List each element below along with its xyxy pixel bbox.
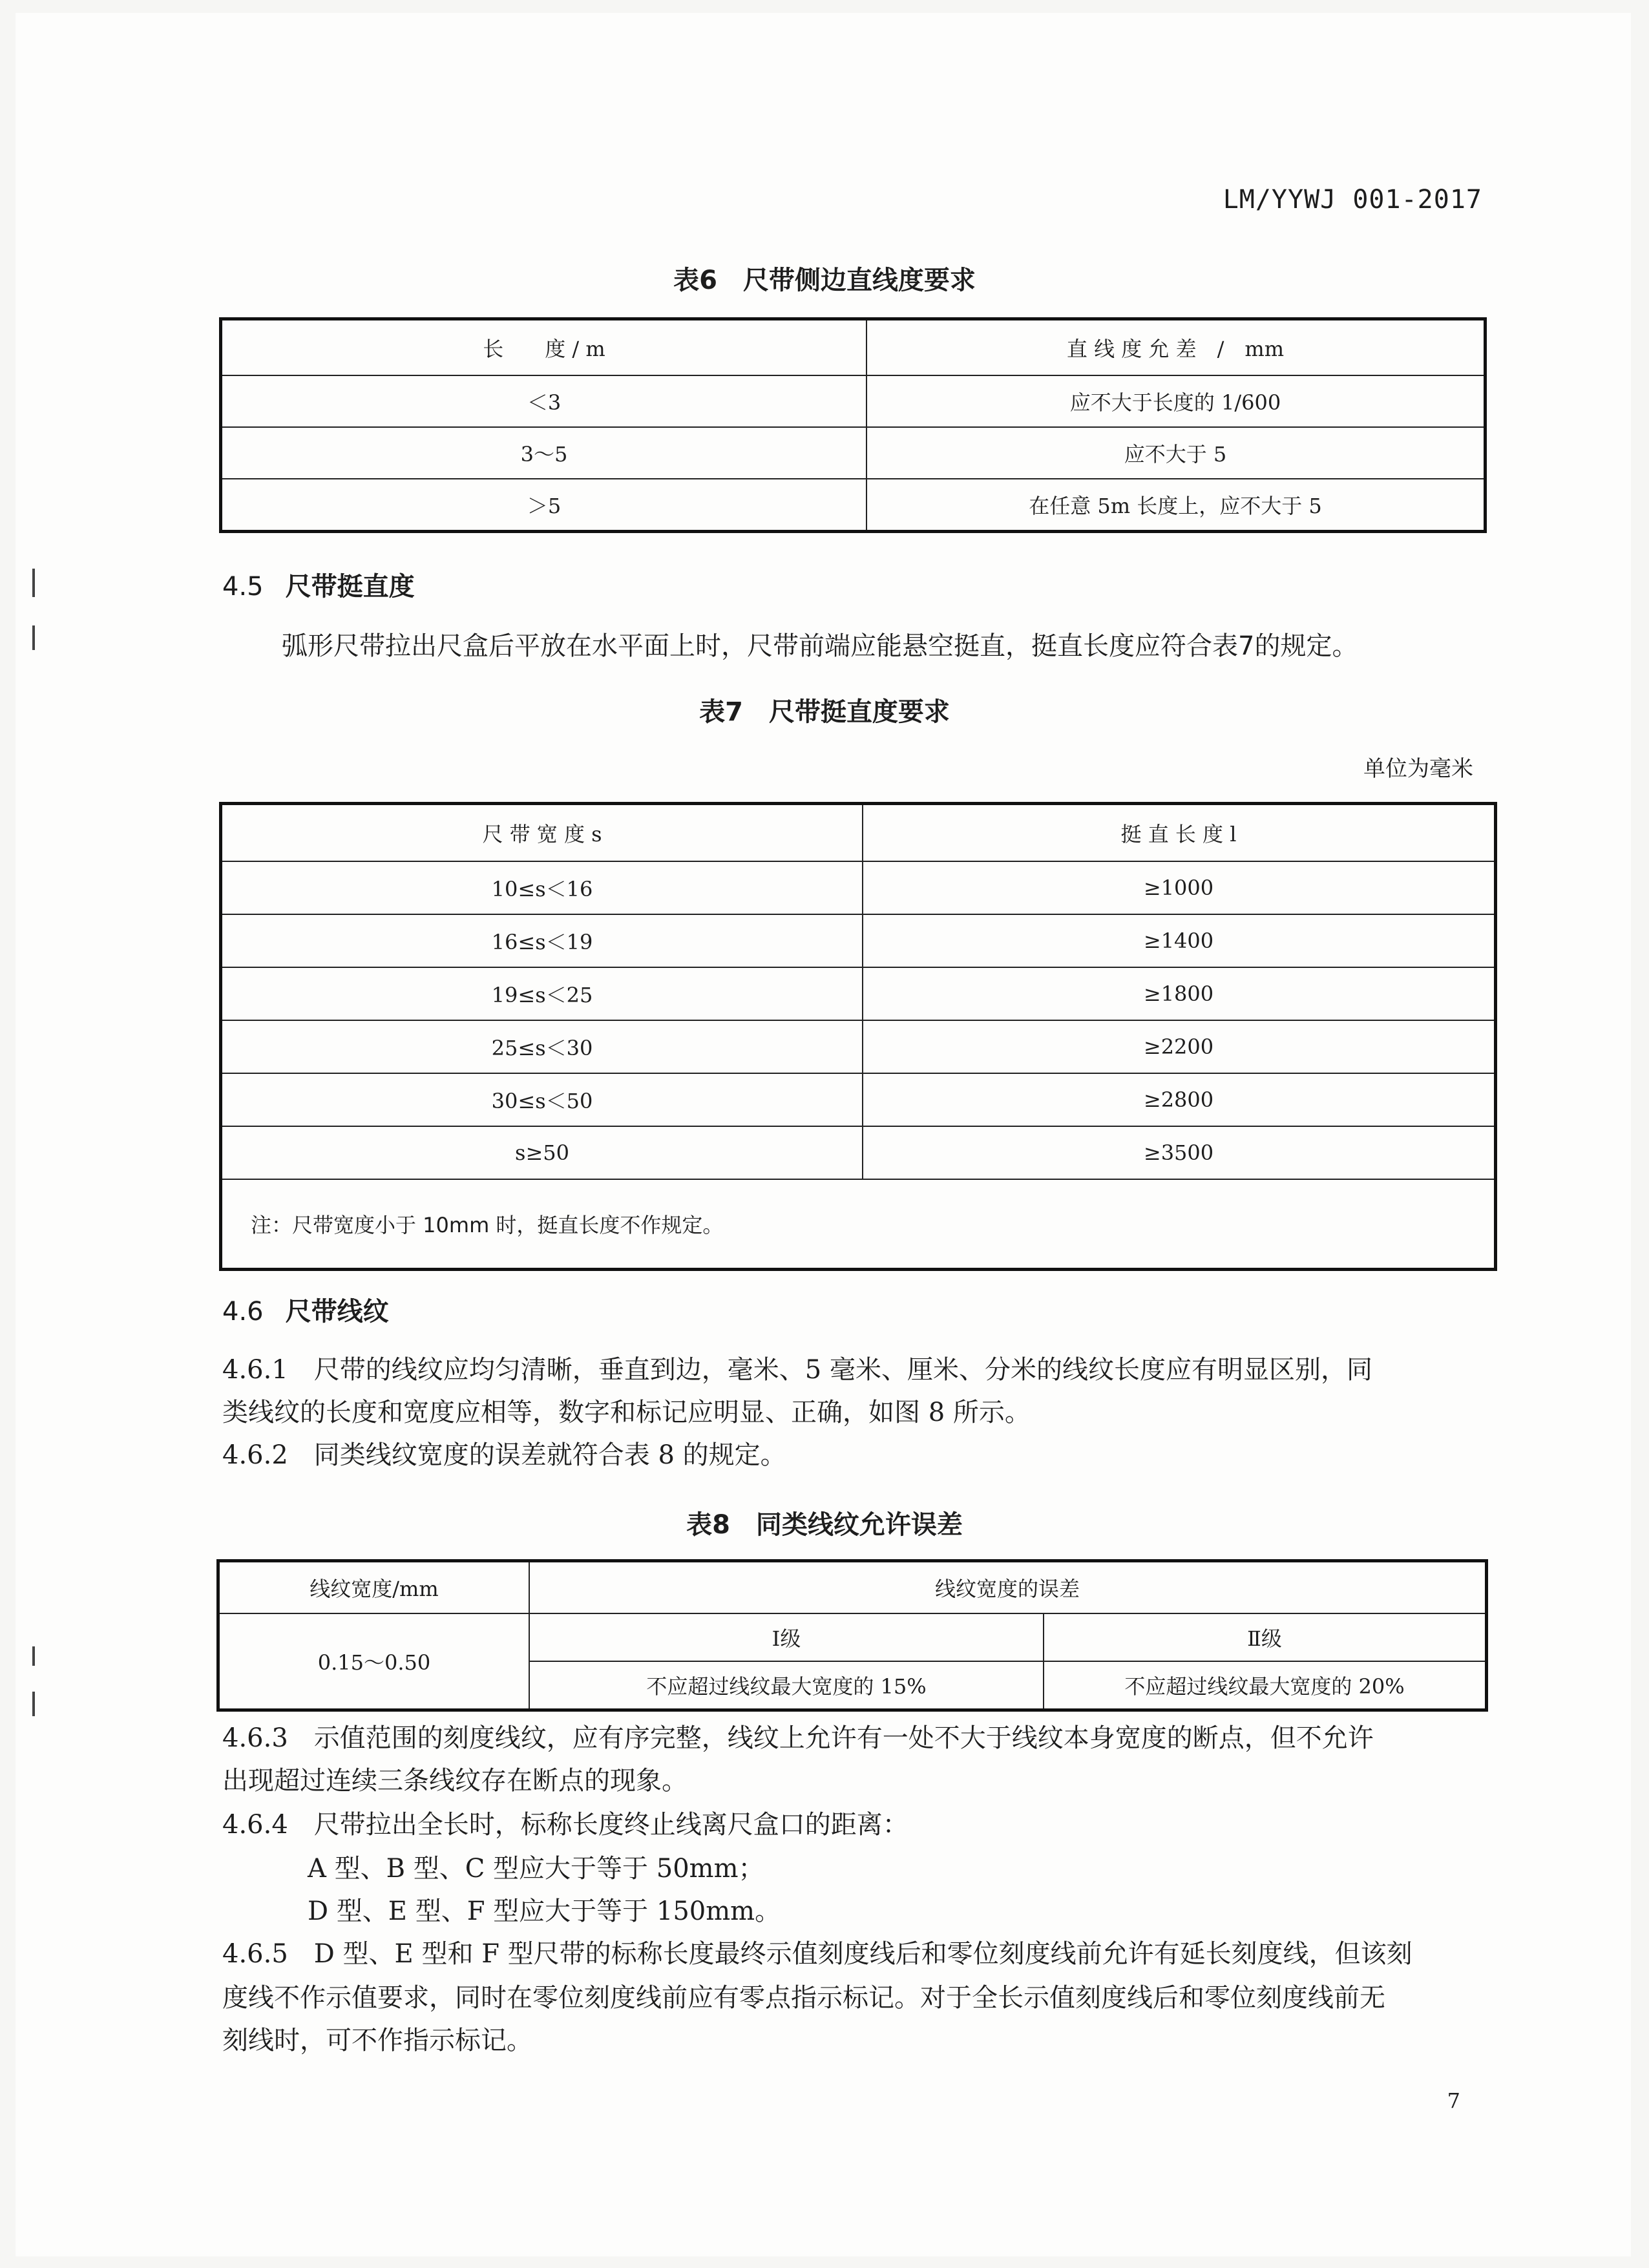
section-4-6-heading [222,1291,389,1328]
table8-grade1: Ⅰ级 [529,1613,1044,1661]
table8-grade2: Ⅱ级 [1044,1613,1486,1661]
paragraph-4-6-3-line1: 4.6.3 示值范围的刻度线纹，应有序完整，线纹上允许有一处不大于线纹本身宽度的断点，但不允许 [222,1723,1374,1753]
table7-note: 注：尺带宽度小于 10mm 时，挺直长度不作规定。 [222,1179,1495,1268]
section-title: 尺带挺直度 [285,572,415,602]
document-code: LM/YYWJ 001-2017 [1223,185,1482,215]
table-cell: ≥1800 [863,967,1495,1020]
table-cell: ≥1000 [863,861,1495,914]
paragraph-4-6-4: 4.6.4 尺带拉出全长时，标称长度终止线离尺盒口的距离： [222,1810,909,1840]
table6 [221,319,1485,531]
paragraph-4-6-2: 4.6.2 同类线纹宽度的误差就符合表 8 的规定。 [222,1440,786,1470]
table8-header-error: 线纹宽度的误差 [529,1562,1486,1613]
section-number: 4.5 [222,572,264,602]
page-number: 7 [1447,2088,1460,2113]
binding-mark [32,1692,35,1716]
paragraph-4-6-4-a: A 型、B 型、C 型应大于等于 50mm； [308,1854,764,1884]
table7 [221,804,1495,1269]
paragraph-4-6-5-line1: 4.6.5 D 型、E 型和 F 型尺带的标称长度最终示值刻度线后和零位刻度线前允许有延长刻度线，但该刻 [222,1939,1413,1969]
binding-mark [32,625,35,650]
table-cell: ≥2200 [863,1020,1495,1073]
table-cell: 16≤s＜19 [222,914,863,967]
table7-caption: 表7 尺带挺直度要求 [699,697,950,727]
section-title: 尺带线纹 [285,1297,389,1327]
section-4-5-heading [222,566,415,603]
table7-unit: 单位为毫米 [1363,756,1473,782]
table6-header-tolerance: 直 线 度 允 差 / mm [867,320,1484,375]
table7-header-length: 挺 直 长 度 l [863,804,1495,861]
table-cell: 10≤s＜16 [222,861,863,914]
table7-header-width: 尺 带 宽 度 s [222,804,863,861]
table-cell: 在任意 5m 长度上，应不大于 5 [867,479,1484,530]
binding-mark [32,569,35,597]
table-cell: ≥2800 [863,1073,1495,1126]
table6-header-length: 长 度 / m [222,320,867,375]
table-cell: 30≤s＜50 [222,1073,863,1126]
table-cell: 25≤s＜30 [222,1020,863,1073]
table8-width-value: 0.15～0.50 [219,1613,529,1709]
table6-caption: 表6 尺带侧边直线度要求 [673,266,976,295]
table-cell: s≥50 [222,1126,863,1179]
section-4-5-text: 弧形尺带拉出尺盒后平放在水平面上时，尺带前端应能悬空挺直，挺直长度应符合表7的规定。 [282,631,1358,661]
section-number: 4.6 [222,1297,264,1327]
table-cell: ≥1400 [863,914,1495,967]
table8-grade1-value: 不应超过线纹最大宽度的 15% [529,1661,1044,1709]
table-cell: ≥3500 [863,1126,1495,1179]
paragraph-4-6-1-line2: 类线纹的长度和宽度应相等，数字和标记应明显、正确，如图 8 所示。 [222,1398,1031,1427]
table-cell: 应不大于长度的 1/600 [867,375,1484,427]
table-cell: ＜3 [222,375,867,427]
table8-grade2-value: 不应超过线纹最大宽度的 20% [1044,1661,1486,1709]
paragraph-4-6-5-line2: 度线不作示值要求，同时在零位刻度线前应有零点指示标记。对于全长示值刻度线后和零位刻度线前无 [222,1983,1385,2013]
paragraph-4-6-3-line2: 出现超过连续三条线纹存在断点的现象。 [222,1766,688,1796]
binding-mark [32,1646,35,1666]
table-cell: 19≤s＜25 [222,967,863,1020]
paragraph-4-6-5-line3: 刻线时，可不作指示标记。 [222,2026,532,2055]
table-cell: 应不大于 5 [867,427,1484,479]
table8 [218,1561,1486,1710]
table8-caption: 表8 同类线纹允许误差 [686,1510,963,1540]
table-cell: ＞5 [222,479,867,530]
table-cell: 3～5 [222,427,867,479]
paragraph-4-6-4-b: D 型、E 型、F 型应大于等于 150mm。 [308,1896,781,1926]
table8-header-width: 线纹宽度/mm [219,1562,529,1613]
paragraph-4-6-1-line1: 4.6.1 尺带的线纹应均匀清晰，垂直到边，毫米、5 毫米、厘米、分米的线纹长度应有明显区别，同 [222,1355,1372,1385]
